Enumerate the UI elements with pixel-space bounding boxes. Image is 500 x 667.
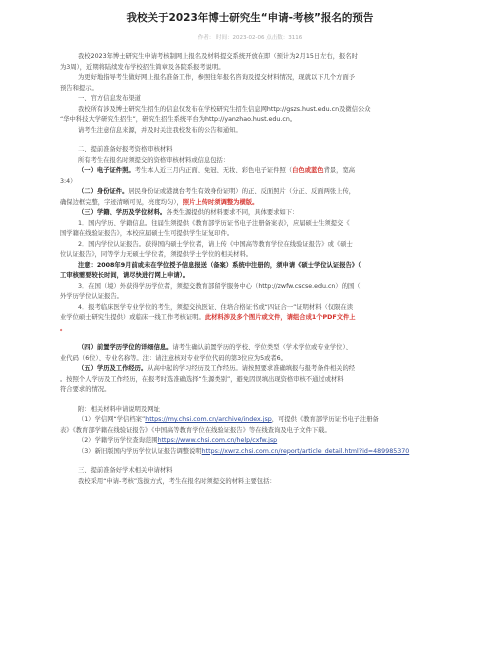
chsi-archive-link[interactable]: https://my.chsi.com.cn/archive/index.jsp: [145, 416, 272, 423]
prior-degree-requirement: [60, 343, 450, 354]
item-text: （1）学信网“学信档案”: [78, 416, 146, 423]
list-item: 4．报考临床医学专业学位的考生，须提交执医证、住培合格证书或“四证合一”证明材料（仅限在读: [78, 303, 353, 311]
item-label: （五）学历及工作经历。: [78, 365, 148, 372]
item-text: （3）新旧版国内学历学位认证报告调整说明: [78, 447, 202, 455]
article-meta: 作者： 时间：2023-02-06 点击数：3116: [197, 35, 303, 41]
section-line: 3:4）: [60, 177, 77, 185]
section-heading: 三、提前准备好学术相关申请材料: [78, 467, 173, 474]
list-item: 国学籍在线验证报告》，本校应届硕士生可提供学生证复印件。: [60, 230, 234, 237]
section-line: 请考生注意信息来源，并及时关注我校发布的公告和通知。: [78, 126, 242, 134]
resume-requirement: [60, 364, 450, 375]
section-line: 所有考生在报名时须提交的资格审核材料或信息包括：: [78, 156, 230, 164]
section-line: “华中科技大学研究生招生”，研究生招生系统平台为http://yanzhao.hust.edu.cn。: [60, 116, 297, 123]
item-text: 背景，宽高: [323, 167, 356, 174]
section-line: 业代码（6位）、专业名称等。注：请注意核对专业学位代码的第3位应为5或者6。: [60, 354, 287, 362]
intro-line: 我校2023年博士研究生申请考核制网上报名及材料提交系统开放在即（预计为2月15日左右，报名时: [78, 53, 358, 60]
appendix-item: [60, 436, 450, 447]
item-label: （三）学籍、学历及学位材料。: [78, 209, 167, 216]
section-line: 我校采用“申请-考核”选拔方式，考生在报名时须提交的材料主要包括：: [78, 477, 276, 485]
item-text: 居民身份证或港澳台考生有效身份证明）的正、反面照片（分正、反面两张上传，: [128, 188, 356, 195]
photo-requirement: [60, 166, 450, 177]
item-text: （2）学籍学历学位查询范围: [78, 437, 158, 444]
note-line: 注意：2008年9月前或未在学位授予信息报送（备案）系统中注册的，须申请《硕士学位认证报告》（: [78, 261, 362, 269]
appendix-item: 表》《教育部学籍在线验证报告》《中国高等教育学位在线验证报告》等在线查询及电子文件下载。: [60, 426, 331, 434]
report-adjust-link[interactable]: https://xwrz.chsi.com.cn/report/article_detail.html?id=489985370: [201, 447, 410, 455]
list-item: 1．国内学历、学籍信息。往届生须提供《教育部学历证书电子注册备案表》，应届硕士生须提交《: [78, 219, 350, 227]
edu-requirement: [60, 208, 450, 219]
intro-line: 为3周），近期将陆续发布学校招生简章及各院系报考说明。: [60, 63, 225, 71]
item-text: 确保边框完整，字迹清晰可见，亮度均匀），: [60, 198, 183, 206]
appendix-heading: 附：相关材料申请说明及网址: [78, 405, 160, 413]
highlight-text: 此材料涉及多个图片或文件，请组合成1个PDF文件上: [204, 314, 356, 321]
item-label: （一）电子证件照。: [78, 167, 135, 174]
item-text: 考生本人近三月内正面、免冠、无妆、彩色电子证件照（: [134, 167, 293, 174]
section-line: [60, 198, 450, 209]
article-body: [60, 52, 450, 487]
list-item: [60, 313, 450, 324]
appendix-item: [60, 447, 450, 458]
section-heading: 一、官方信息发布渠道: [78, 95, 141, 102]
list-item: 2．国内学位认证报告。获得国内硕士学位者，请上传《中国高等教育学位在线验证报告》或《硕士: [78, 240, 353, 248]
list-item: 3．在国（境）外获得学历学位者，须提交教育部留学服务中心（http://zwfw.cscse.edu.cn）的国（: [78, 282, 361, 290]
list-item: 位认证报告》，同等学力无硕士学位者，须提供学士学位的相关材料。: [60, 251, 253, 258]
intro-line: 为更好地指导考生做好网上报名准备工作，参照往年报名咨询及提交材料情况，现就以下几个方面予: [78, 74, 356, 81]
list-item: 外学历学位认证报告。: [60, 293, 123, 300]
item-text: ，可提供《教育部学历证书电子注册备: [271, 416, 379, 423]
item-label: （四）前置学历学位的详细信息。: [78, 344, 173, 351]
note-line: 工审核需要较长时间，请尽快进行网上申请）。: [60, 272, 190, 279]
appendix-item: [60, 415, 450, 426]
highlight-text: 。: [60, 324, 67, 332]
item-text: 各类生源提供的材料要求不同，具体要求如下：: [166, 209, 299, 216]
item-text: 请考生确认前置学历的学校、学位类型（学术学位或专业学位）、: [172, 344, 352, 351]
section-line: 符合要求的情况。: [60, 386, 111, 393]
item-text: 业学位硕士研究生提供）或临床一线工作考核证明。: [60, 314, 205, 321]
highlight-text: 白色或蓝色: [292, 167, 324, 174]
section-heading: 二、提前准备好报考资格审核材料: [78, 146, 173, 153]
item-text: 从高中起的学习经历及工作经历。请按照要求准确填报与报考条件相关的经: [147, 365, 356, 372]
section-line: 我校所有涉及博士研究生招生的信息仅发布在学校研究生招生信息网http://gszs.hust.edu.cn及微信公众: [78, 105, 371, 113]
highlight-text: 照片上传时须调整为横版。: [182, 198, 259, 206]
query-scope-link[interactable]: https://www.chsi.com.cn/help/cxfw.jsp: [157, 437, 278, 444]
id-requirement: [60, 187, 450, 198]
intro-line: 预告和提示。: [60, 84, 98, 92]
section-line: 。按照个人学历及工作经历，在报考时选准确选择“生源类别”，避免因误填出现资格审核不通过或材料: [60, 375, 344, 383]
page-title: 我校关于2023年博士研究生“申请-考核”报名的预告: [126, 12, 374, 24]
item-label: （二）身份证件。: [78, 188, 129, 195]
